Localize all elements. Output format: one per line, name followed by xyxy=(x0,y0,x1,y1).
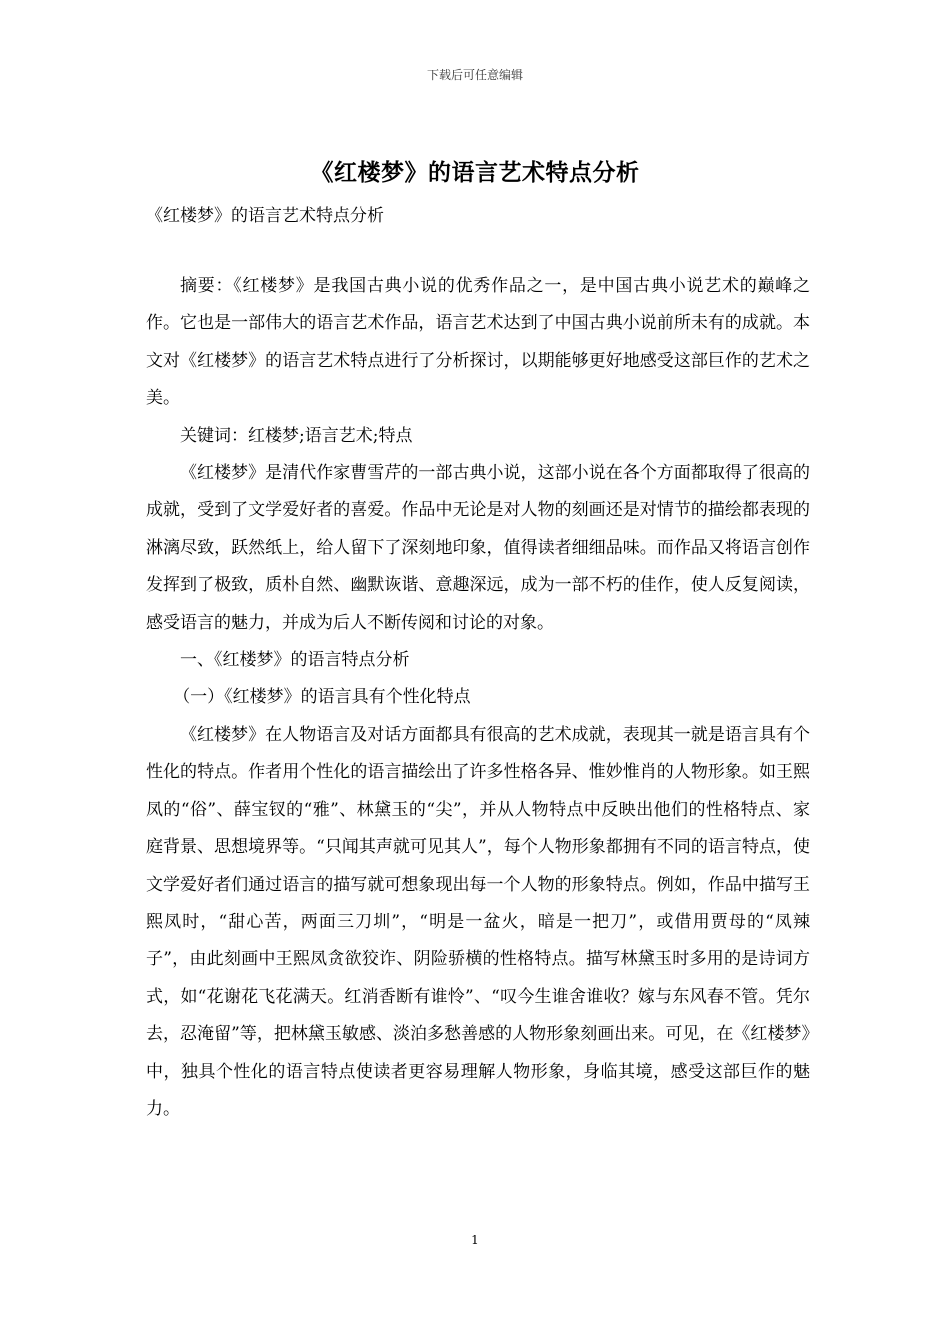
document-body xyxy=(146,268,810,1128)
document-subtitle: 《红楼梦》的语言艺术特点分析 xyxy=(146,206,384,226)
page-header: 下载后可任意编辑 xyxy=(426,68,523,82)
section-heading: 一、《红楼梦》的语言特点分析 xyxy=(180,650,410,671)
intro-paragraph: 《红楼梦》是清代作家曹雪芹的一部古典小说，这部小说在各个方面都取得了很高的成就，受到了文学爱好者的喜爱。作品中无论是对人物的刻画还是对情节的描绘都表现的淋漓尽致，跃然纸上，给人留下了深刻地印象，值得读者细细品味。而作品又将语言创作发挥到了极致，质朴自然、幽默诙谐、意趣深远，成为一部不朽的佳作，使人反复阅读，感受语言的魅力，并成为后人不断传阅和讨论的对象。 xyxy=(146,463,810,633)
document-title: 《红楼梦》的语言艺术特点分析 xyxy=(310,159,640,186)
keywords-paragraph: 关键词：红楼梦;语言艺术;特点 xyxy=(180,425,413,446)
abstract-paragraph: 摘要：《红楼梦》是我国古典小说的优秀作品之一，是中国古典小说艺术的巅峰之作。它也是一部伟大的语言艺术作品，语言艺术达到了中国古典小说前所未有的成就。本文对《红楼梦》的语言艺术特点进行了分析探讨，以期能够更好地感受这部巨作的艺术之美。 xyxy=(146,276,810,409)
subsection-heading: （一）《红楼梦》的语言具有个性化特点 xyxy=(173,687,471,708)
subsection-paragraph: 《红楼梦》在人物语言及对话方面都具有很高的艺术成就，表现其一就是语言具有个性化的特点。作者用个性化的语言描绘出了许多性格各异、惟妙惟肖的人物形象。如王熙凤的“俗”、薛宝钗的“雅”、林黛玉的“尖”，并从人物特点中反映出他们的性格特点、家庭背景、思想境界等。“只闻其声就可见其人”，每个人物形象都拥有不同的语言特点，使文学爱好者们通过语言的描写就可想象现出每一个人物的形象特点。例如，作品中描写王熙凤时，“甜心苦，两面三刀圳”，“明是一盆火，暗是一把刀”，或借用贾母的“凤辣子”，由此刻画中王熙凤贪欲狡诈、阴险骄横的性格特点。描写林黛玉时多用的是诗词方式，如“花谢花飞花满天。红消香断有谁怜”、“叹今生谁舍谁收？嫁与东风春不管。凭尔去，忍淹留”等，把林黛玉敏感、淡泊多愁善感的人物形象刻画出来。可见，在《红楼梦》中，独具个性化的语言特点使读者更容易理解人物形象，身临其境，感受这部巨作的魅力。 xyxy=(146,724,810,1119)
page-number: 1 xyxy=(471,1233,479,1247)
